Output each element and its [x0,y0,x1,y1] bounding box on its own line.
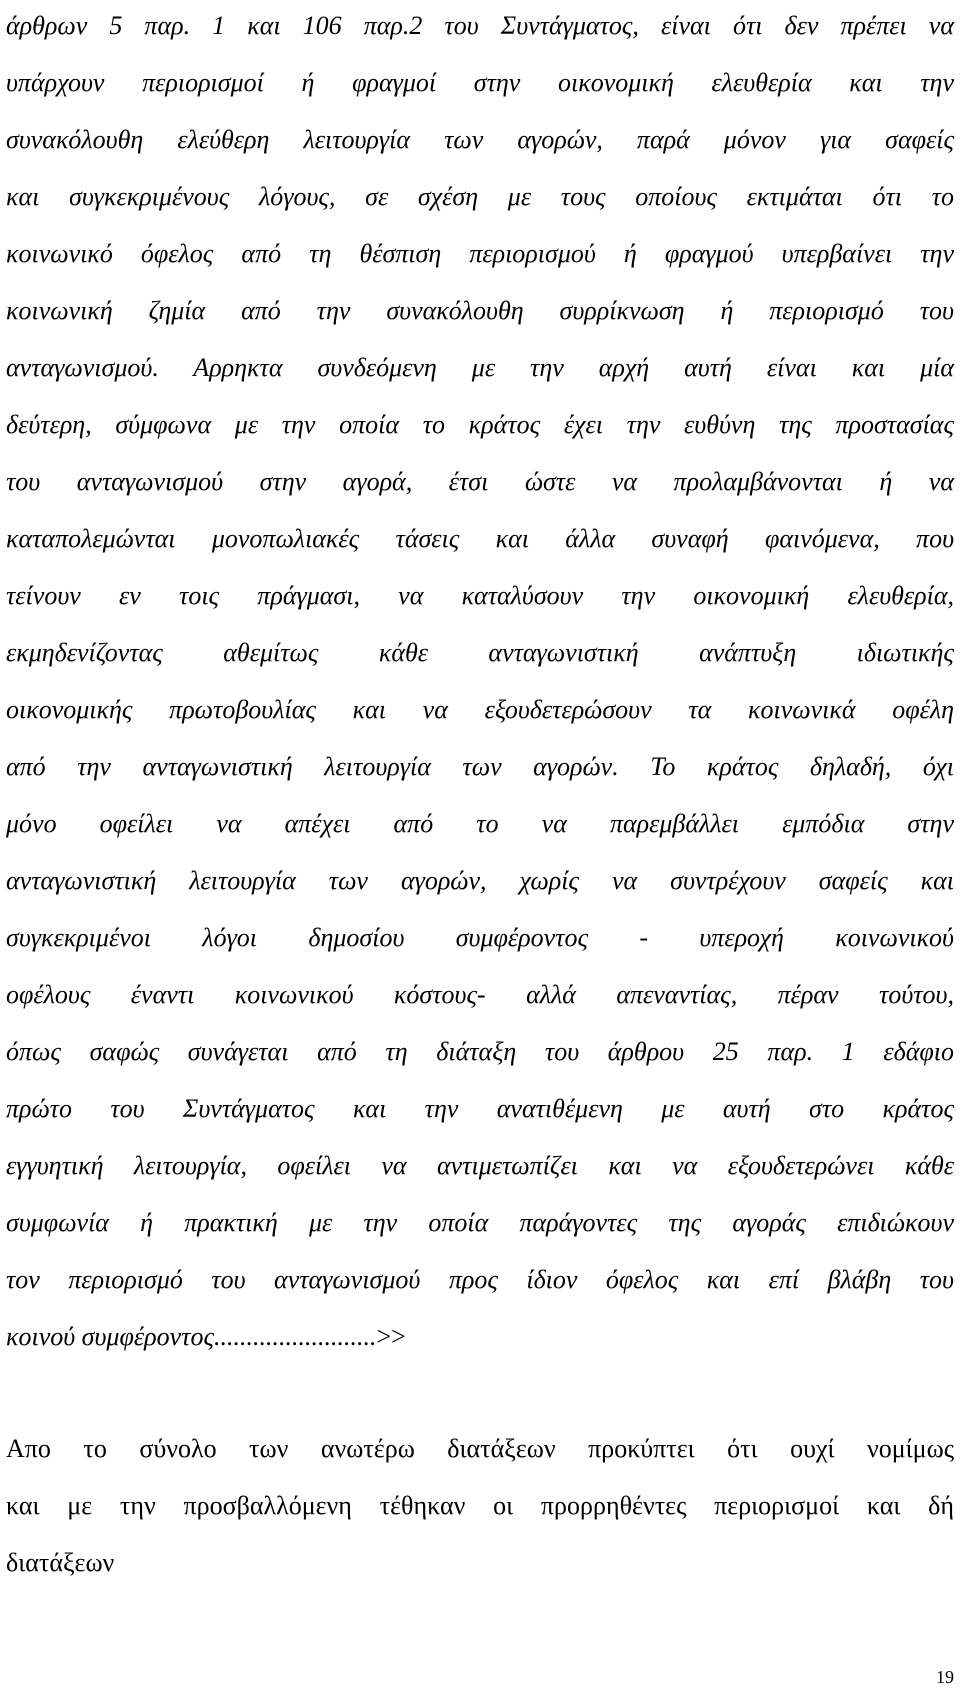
text-line: Απο το σύνολο των ανωτέρω διατάξεων προκύπτει ότι ουχί νομίμως [6,1434,954,1463]
text-line: όπως σαφώς συνάγεται από τη διάταξη του άρθρου 25 παρ. 1 εδάφιο [6,1037,954,1066]
quote-ending-text: κοινού συμφέροντος......................... [6,1322,377,1351]
text-line: συγκεκριμένοι λόγοι δημοσίου συμφέροντος - υπεροχή κοινωνικού [6,923,954,952]
text-line: άρθρων 5 παρ. 1 και 106 παρ.2 του Συντάγματος, είναι ότι δεν πρέπει να [6,11,954,40]
text-line: οικονομικής πρωτοβουλίας και να εξουδετερώσουν τα κοινωνικά οφέλη [6,695,954,724]
text-line: μόνο οφείλει να απέχει από το να παρεμβάλλει εμπόδια στην [6,809,954,838]
text-line: συμφωνία ή πρακτική με την οποία παράγοντες της αγοράς επιδιώκουν [6,1208,954,1237]
text-line: υπάρχουν περιορισμοί ή φραγμοί στην οικονομική ελευθερία και την [6,68,954,97]
text-line: πρώτο του Συντάγματος και την ανατιθέμενη με αυτή στο κράτος [6,1094,954,1123]
page-number: 19 [936,1667,954,1687]
text-line: τείνουν εν τοις πράγμασι, να καταλύσουν την οικονομική ελευθερία, [6,581,954,610]
quoted-paragraph [6,0,954,1365]
text-line: ανταγωνιστική λειτουργία των αγορών, χωρίς να συντρέχουν σαφείς και [6,866,954,895]
closing-quote-mark: >> [376,1322,406,1351]
document-page [6,0,954,1701]
text-line: κοινωνικό όφελος από τη θέσπιση περιορισμού ή φραγμού υπερβαίνει την [6,239,954,268]
text-line: κοινωνική ζημία από την συνακόλουθη συρρίκνωση ή περιορισμό του [6,296,954,325]
text-line: από την ανταγωνιστική λειτουργία των αγορών. Το κράτος δηλαδή, όχι [6,752,954,781]
conclusion-paragraph [6,1420,954,1591]
text-line: εκμηδενίζοντας αθεμίτως κάθε ανταγωνιστική ανάπτυξη ιδιωτικής [6,638,954,667]
text-line: του ανταγωνισμού στην αγορά, έτσι ώστε να προλαμβάνονται ή να [6,467,954,496]
text-line-last [6,1308,954,1365]
text-line: δεύτερη, σύμφωνα με την οποία το κράτος έχει την ευθύνη της προστασίας [6,410,954,439]
text-line: καταπολεμώνται μονοπωλιακές τάσεις και άλλα συναφή φαινόμενα, που [6,524,954,553]
text-line-last: διατάξεων [6,1548,115,1577]
text-line: οφέλους έναντι κοινωνικού κόστους- αλλά απεναντίας, πέραν τούτου, [6,980,954,1009]
text-line: και με την προσβαλλόμενη τέθηκαν οι προρρηθέντες περιορισμοί και δή [6,1491,954,1520]
text-line: συνακόλουθη ελεύθερη λειτουργία των αγορών, παρά μόνον για σαφείς [6,125,954,154]
text-line: ανταγωνισμού. Αρρηκτα συνδεόμενη με την αρχή αυτή είναι και μία [6,353,954,382]
text-line: και συγκεκριμένους λόγους, σε σχέση με τους οποίους εκτιμάται ότι το [6,182,954,211]
text-line: εγγυητική λειτουργία, οφείλει να αντιμετωπίζει και να εξουδετερώνει κάθε [6,1151,954,1180]
text-line: τον περιορισμό του ανταγωνισμού προς ίδιον όφελος και επί βλάβη του [6,1265,954,1294]
